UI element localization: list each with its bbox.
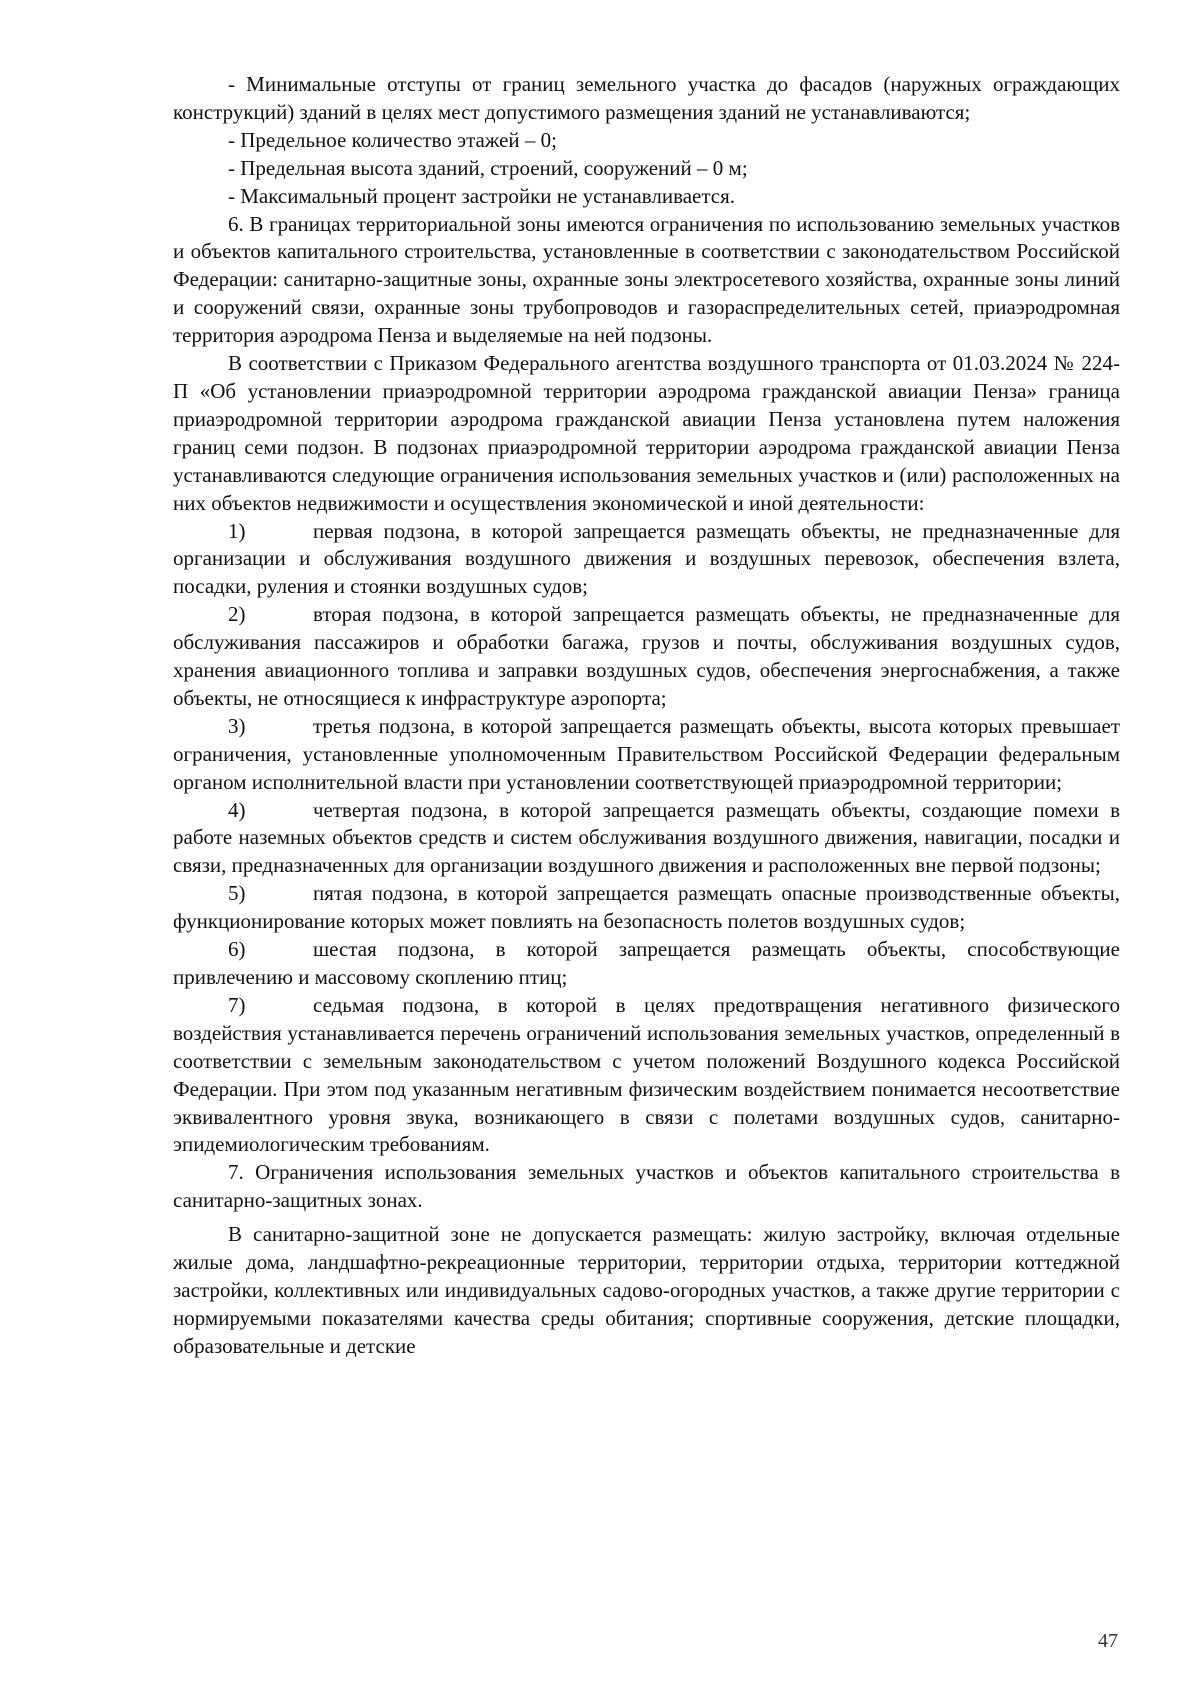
- list-item: [173, 992, 1120, 1159]
- paragraph-order-224p: В соответствии с Приказом Федерального агентства воздушного транспорта от 01.03.2024 № 224-П «Об установлении приаэродромной территории аэродрома гражданской авиации Пенза» граница приаэродромной территории аэродрома гражданской авиации Пенза установлена путем наложения границ семи подзон. В подзонах приаэродромной территории аэродрома гражданской авиации Пенза устанавливаются следующие ограничения использования земельных участков и (или) расположенных на них объектов недвижимости и осуществления экономической и иной деятельности:: [173, 351, 1120, 515]
- list-item-number: 3): [228, 713, 246, 738]
- list-item-text: первая подзона, в которой запрещается размещать объекты, не предназначенные для организации и обслуживания воздушного движения и воздушных перевозок, обеспечения взлета, посадки, руления и стоянки воздушных судов;: [173, 518, 1120, 599]
- list-item-number: 7): [228, 992, 246, 1017]
- paragraph-setbacks: - Минимальные отступы от границ земельного участка до фасадов (наружных ограждающих конструкций) зданий в целях мест допустимого размещения зданий не устанавливаются;: [173, 72, 1120, 124]
- paragraph-sanitary-zone: В санитарно-защитной зоне не допускается размещать: жилую застройку, включая отдельные жилые дома, ландшафтно-рекреационные территории, территории отдыха, территории коттеджной застройки, коллективных или индивидуальных садово-огородных участков, а также другие территории с нормируемыми показателями качества среды обитания; спортивные сооружения, детские площадки, образовательные и детские: [173, 1222, 1120, 1358]
- list-item-text: пятая подзона, в которой запрещается размещать опасные производственные объекты, функционирование которых может повлиять на безопасность полетов воздушных судов;: [173, 881, 1120, 934]
- list-item: [173, 797, 1120, 881]
- paragraph-floors: - Предельное количество этажей – 0;: [228, 127, 557, 152]
- list-item-number: 2): [228, 602, 246, 627]
- page-number: 47: [1098, 1630, 1118, 1652]
- paragraph-height: - Предельная высота зданий, строений, сооружений – 0 м;: [228, 155, 748, 180]
- list-item-text: седьмая подзона, в которой в целях предотвращения негативного физического воздействия устанавливается перечень ограничений использования земельных участков, определенный в соответствии с земельным законодательством с учетом положений Воздушного кодекса Российской Федерации. При этом под указанным негативным физическим воздействием понимается несоответствие эквивалентного уровня звука, возникающего в связи с полетами воздушных судов, санитарно-эпидемиологическим требованиям.: [173, 992, 1120, 1157]
- list-item-number: 5): [228, 881, 246, 906]
- list-item-number: 4): [228, 797, 246, 822]
- list-item-text: шестая подзона, в которой запрещается размещать объекты, способствующие привлечению и массовому скоплению птиц;: [173, 937, 1120, 989]
- list-item-text: третья подзона, в которой запрещается размещать объекты, высота которых превышает ограничения, установленные уполномоченным Правительством Российской Федерации федеральным органом исполнительной власти при установлении соответствующей приаэродромной территории;: [173, 713, 1120, 794]
- list-item-text: четвертая подзона, в которой запрещается размещать объекты, создающие помехи в работе наземных объектов средств и систем обслуживания воздушного движения, навигации, посадки и связи, предназначенных для организации воздушного движения и расположенных вне первой подзоны;: [173, 797, 1120, 878]
- list-item: [173, 518, 1120, 602]
- list-item: [173, 880, 1120, 936]
- list-item: [173, 936, 1120, 992]
- paragraph-coverage: - Максимальный процент застройки не устанавливается.: [228, 183, 736, 208]
- list-item: [173, 713, 1120, 797]
- list-item: [173, 601, 1120, 713]
- list-item-number: 6): [228, 937, 246, 962]
- paragraph-section-7: 7. Ограничения использования земельных участков и объектов капитального строительства в санитарно-защитных зонах.: [173, 1160, 1120, 1213]
- list-item-text: вторая подзона, в которой запрещается размещать объекты, не предназначенные для обслуживания пассажиров и обработки багажа, грузов и почты, обслуживания воздушных судов, хранения авиационного топлива и заправки воздушных судов, обеспечения энергоснабжения, а также объекты, не относящиеся к инфраструктуре аэропорта;: [173, 602, 1120, 710]
- subzone-list: [173, 518, 1120, 1160]
- document-page: [173, 71, 1120, 1361]
- list-item-number: 1): [228, 518, 246, 543]
- paragraph-section-6: 6. В границах территориальной зоны имеются ограничения по использованию земельных участков и объектов капитального строительства, установленные в соответствии с законодательством Российской Федерации: санитарно-защитные зоны, охранные зоны электросетевого хозяйства, охранные зоны линий и сооружений связи, охранные зоны трубопроводов и газораспределительных сетей, приаэродромная территория аэродрома Пенза и выделяемые на ней подзоны.: [173, 211, 1120, 348]
